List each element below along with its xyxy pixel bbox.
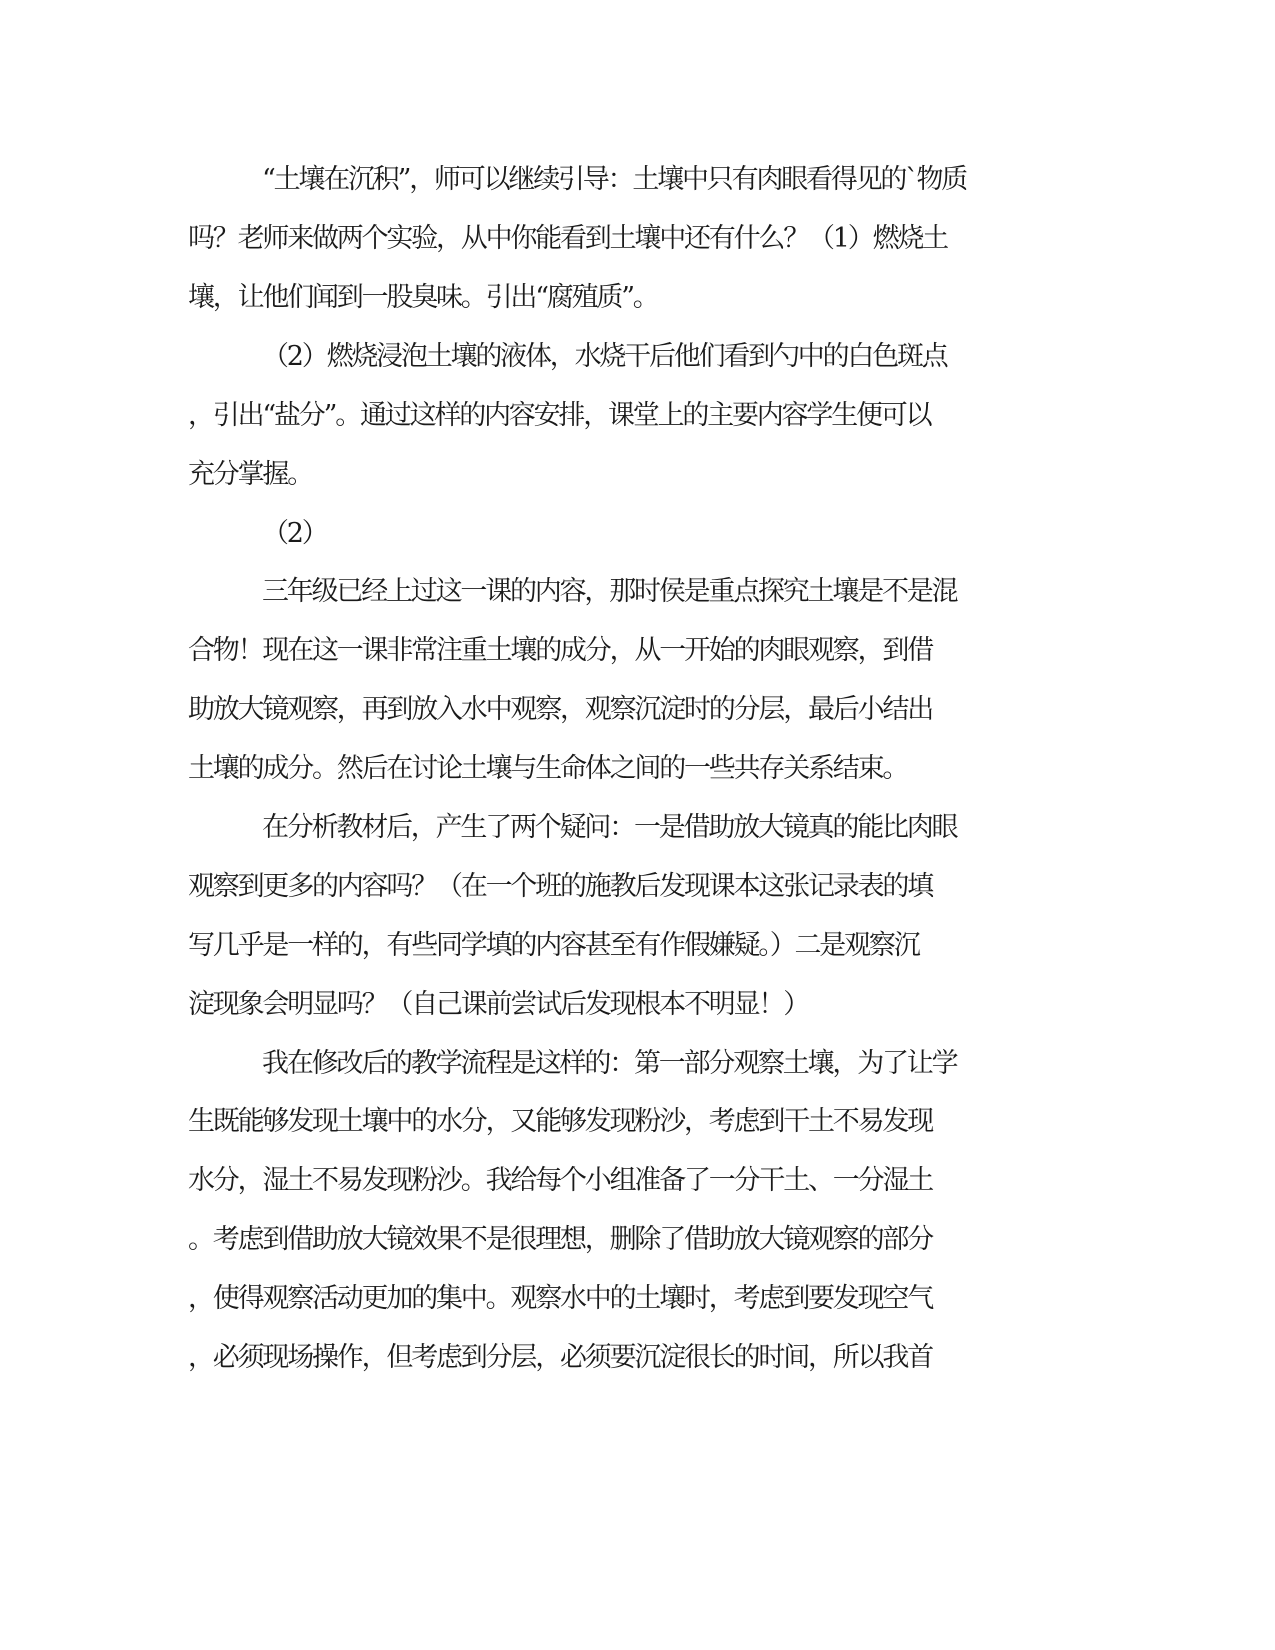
text-line-3: 壤，让他们闻到一股臭味。引出“腐殖质”。	[188, 282, 658, 313]
text-line-10: 助放大镜观察，再到放入水中观察，观察沉淀时的分层，最后小结出	[188, 694, 932, 725]
text-line-2: 吗？老师来做两个实验，从中你能看到土壤中还有什么？（1）燃烧土	[188, 223, 947, 254]
text-line-4: （2）燃烧浸泡土壤的液体，水烧干后他们看到勺中的白色斑点	[262, 341, 947, 372]
text-line-7: （2）	[262, 518, 327, 549]
text-line-12: 在分析教材后，产生了两个疑问：一是借助放大镜真的能比肉眼	[262, 812, 957, 843]
text-line-9: 合物！现在这一课非常注重土壤的成分，从一开始的肉眼观察，到借	[188, 635, 932, 666]
text-line-13: 观察到更多的内容吗？（在一个班的施教后发现课本这张记录表的填	[188, 871, 932, 902]
text-line-17: 生既能够发现土壤中的水分，又能够发现粉沙，考虑到干土不易发现	[188, 1106, 932, 1137]
text-line-5: ，引出“盐分”。通过这样的内容安排，课堂上的主要内容学生便可以	[188, 400, 931, 431]
text-line-6: 充分掌握。	[188, 459, 312, 490]
text-line-11: 土壤的成分。然后在讨论土壤与生命体之间的一些共存关系结束。	[188, 753, 908, 784]
text-line-14: 写几乎是一样的，有些同学填的内容甚至有作假嫌疑。）二是观察沉	[188, 930, 919, 961]
text-line-19: 。考虑到借助放大镜效果不是很理想，删除了借助放大镜观察的部分	[188, 1224, 932, 1255]
text-line-1: “土壤在沉积”，师可以继续引导：土壤中只有肉眼看得见的`物质	[262, 164, 967, 195]
text-line-8: 三年级已经上过这一课的内容，那时侯是重点探究土壤是不是混	[262, 576, 957, 607]
text-line-18: 水分，湿土不易发现粉沙。我给每个小组准备了一分干土、一分湿土	[188, 1165, 932, 1196]
text-line-20: ，使得观察活动更加的集中。观察水中的土壤时，考虑到要发现空气	[188, 1283, 932, 1314]
text-line-21: ，必须现场操作，但考虑到分层，必须要沉淀很长的时间，所以我首	[188, 1342, 932, 1373]
text-line-15: 淀现象会明显吗？（自己课前尝试后发现根本不明显！）	[188, 989, 808, 1020]
text-line-16: 我在修改后的教学流程是这样的：第一部分观察土壤，为了让学	[262, 1048, 957, 1079]
